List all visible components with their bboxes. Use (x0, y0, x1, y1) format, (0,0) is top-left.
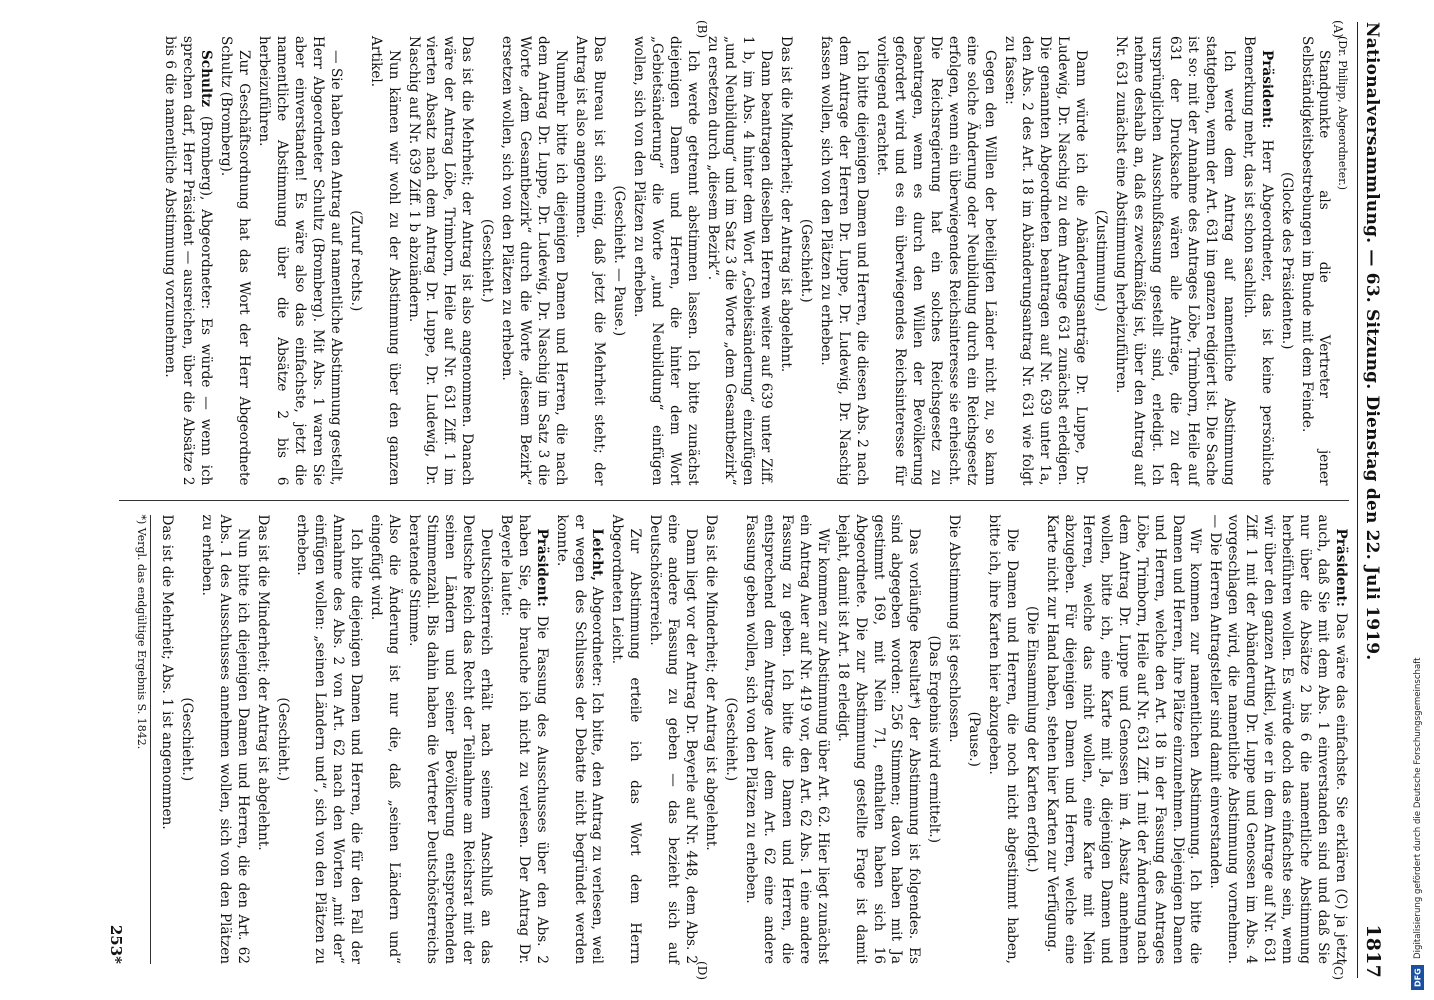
right-column-paragraph: Das ist die Minderheit; der Antrag ist abgelehnt. (254, 514, 271, 851)
left-column-paragraph: Das ist die Mehrheit; der Antrag ist also angenommen. Danach wäre der Antrag Löbe, Trimborn, Heile auf Nr. 631 Ziff. 1 im vierten Absatz nach dem Antrag Dr. Luppe, Dr. Ludewig, Dr. Naschig auf Nr. 639 Ziff. 1 b abzuändern. (405, 36, 476, 486)
left-column-paragraph: Gegen den Willen der beteiligten Länder nicht zu, so kann eine solche Änderung oder Neubildung durch ein Reichsgesetz erfolgen, wenn ein überwiegendes Reichsinteresse sie erheischt. Die Reichsregierung hat ein solches Reichsgesetz zu beantragen, wenn es durch den Willen der Bevölkerung gefordert wird und es ein überwiegendes Reichsinteresse für vorliegend erachtet. (873, 36, 998, 486)
left-column-paragraph: (Glocke des Präsidenten.) (1278, 172, 1295, 350)
left-column-paragraph: Nun kämen wir wohl zu der Abstimmung über den ganzen Artikel. (367, 36, 402, 486)
right-column-paragraph: Präsident: Die Fassung des Ausschusses über den Abs. 2 haben Sie, die brauche ich nicht zu verlesen. Der Antrag Dr. Beyerle lautet: (497, 514, 550, 964)
right-column-paragraph: (Das Ergebnis wird ermittelt.) (926, 635, 943, 844)
speaker-name: Präsident: (533, 528, 550, 607)
column-marker-a: (A) (1331, 20, 1345, 39)
right-column-paragraph: Die Abstimmung ist geschlossen. (946, 514, 963, 743)
right-column-paragraph: Das ist die Mehrheit; Abs. 1 ist angenommen. (158, 514, 175, 830)
right-column-paragraph: Die Damen und Herren, die noch nicht abgestimmt haben, bitte ich, ihre Karten hier abzugeben. (986, 514, 1021, 964)
dfg-logo: DFG (1412, 965, 1425, 990)
speaker-name: Präsident: (1258, 50, 1275, 129)
speaker-name: Schultz (198, 50, 215, 108)
right-column-paragraph: (Pause.) (966, 711, 983, 767)
left-column-paragraph: Ich bitte diejenigen Damen und Herren, die diesen Abs. 2 nach dem Antrage der Herren Dr. Luppe, Dr. Ludewig, Dr. Naschig fassen wollen, sich von den Plätzen zu erheben. (818, 36, 871, 486)
speaker-name: Leicht, (589, 528, 606, 582)
right-column-paragraph: Wir kommen zur namentlichen Abstimmung. Ich bitte die Damen und Herren, ihre Plätze einzunehmen. Diejenigen Damen und Herren, welche den Art. 18 in der Fassung des Antrages Löbe, Trimborn, Heile auf Nr. 631 Ziff. 1 mit der Änderung nach dem Antrag Dr. Luppe und Genossen im 4. Absatz annehmen wollen, bitte ich, eine Karte mit Ja, diejenigen Damen und Herren, welche das nicht wollen, eine Karte mit Nein abzugeben. Für diejenigen Damen und Herren, welche eine Karte nicht zur Hand haben, stehen hier Karten zur Verfügung. (1044, 514, 1204, 964)
column-marker-d: (D) (695, 961, 709, 980)
left-column-paragraph: Das Bureau ist sich einig, daß jetzt die Mehrheit steht; der Antrag ist also angenommen. (572, 36, 607, 486)
left-column-paragraph: Schultz (Bromberg), Abgeordneter: Es würde — wenn ich sprechen darf, Herr Präsident — ausreichen, über die Absätze 2 bis 6 die namentliche Abstimmung vorzunehmen. (162, 36, 215, 486)
digitization-credit-text: Digitalisierung gefördert durch die Deutsche Forschungsgemeinschaft (1413, 657, 1423, 960)
left-column-paragraph: (Zustimmung.) (1093, 209, 1110, 312)
running-header (1357, 22, 1384, 978)
page-number: 1817 (1362, 924, 1384, 978)
left-column-paragraph: Zur Geschäftsordnung hat das Wort der Herr Abgeordnete Schultz (Bromberg). (218, 36, 253, 486)
right-column-paragraph: Nun bitte ich diejenigen Damen und Herren, die den Art. 62 Abs. 1 des Ausschusses annehmen wollen, sich von den Plätzen zu erheben. (198, 514, 251, 964)
left-column-paragraph: — Sie haben den Antrag auf namentliche Abstimmung gestellt, Herr Abgeordneter Schultz (Bromberg). Mit Abs. 1 waren Sie aber einverstanden! Es wäre also das einfachste, jetzt die namentliche Abstimmung über die Absätze 2 bis 6 herbeizuführen. (256, 36, 344, 486)
left-column-paragraph: Ich werde dem Antrag auf namentliche Abstimmung stattgeben, wenn der Art. 631 im ganzen redigiert ist. Die Sache ist so: mit der Annahme des Antrages Löbe, Trimborn, Heile auf 631 der Drucksache wären alle Anträge, die zu der ursprünglichen Ausschußfassung gestellt sind, erledigt. Ich nehme deshalb an, daß es zweckmäßig ist, über den Antrag auf Nr. 631 zunächst eine Abstimmung herbeizuführen. (1113, 36, 1237, 486)
right-column-paragraph: Deutschösterreich erhält nach seinem Anschluß an das Deutsche Reich das Recht der Teilnahme am Reichsrat mit der seinen Ländern und seiner Bevölkerung entsprechenden Stimmenzahl. Bis dahin haben die Vertreter Deutschösterreichs beratende Stimme. (406, 514, 494, 964)
right-column (107, 500, 1349, 980)
left-column-paragraph: (Zuruf rechts.) (347, 210, 364, 312)
signature-mark: 253* (107, 924, 126, 964)
left-column-paragraph: (Geschieht. — Pause.) (610, 185, 627, 337)
right-column-paragraph: (Geschieht.) (723, 697, 740, 782)
left-column-paragraph: Dann würde ich die Abänderungsanträge Dr. Luppe, Dr. Ludewig, Dr. Naschig zu dem Antrage 631 zunächst erledigen. Die genannten Abgeordneten beantragen auf Nr. 639 unter 1a, den Abs. 2 des Art. 18 im Abänderungsantrag Nr. 631 wie folgt zu fassen: (1001, 36, 1090, 486)
right-column-paragraph: (Geschieht.) (178, 697, 195, 782)
left-column-paragraph: (Geschieht.) (798, 218, 815, 303)
right-column-paragraph: Wir kommen zur Abstimmung über Art. 62. Hier liegt zunächst ein Antrag Auer auf Nr. 419 vor, den Art. 62 Abs. 1 eine andere Fassung zu geben. Ich bitte die Damen und Herren, die entsprechend dem Antrage Auer dem Art. 62 eine andere Fassung geben wollen, sich von den Plätzen zu erheben. (743, 514, 831, 964)
left-column-paragraph: Nunmehr bitte ich diejenigen Damen und Herren, die nach dem Antrag Dr. Luppe, Dr. Ludewig, Dr. Naschig im Satz 3 die Worte „dem Gesamtbezirk“ durch die Worte „diesem Bezirk“ ersetzen wollen, sich von den Plätzen zu erheben. (499, 36, 570, 486)
left-column-paragraph: (Geschieht.) (479, 218, 496, 303)
right-column-paragraph: Das ist die Minderheit; der Antrag ist abgelehnt. (703, 514, 720, 851)
right-column-paragraph: Dann liegt vor der Antrag Dr. Beyerle auf Nr. 448, dem Abs. 2 eine andere Fassung zu geben — das bezieht sich auf Deutschösterreich. (647, 514, 700, 964)
digitization-credit (1407, 10, 1429, 990)
right-column-paragraph: Das vorläufige Resultat*) der Abstimmung ist folgendes. Es sind abgegeben worden: 256 Stimmen; davon haben mit Ja gestimmt 169, mit Nein 71, enthalten haben sich 16 Abgeordnete. Die zur Abstimmung gestellte Frage ist damit bejaht, damit ist Art. 18 erledigt. (834, 514, 923, 964)
right-column-paragraph: Also die Änderung ist nur die, daß „seinen Ländern und“ eingefügt wird. (368, 514, 403, 964)
left-column-paragraph: Präsident: Herr Abgeordneter, das ist keine persönliche Bemerkung mehr, das ist schon sachlich. (1240, 36, 1275, 486)
left-column-paragraph: Das ist die Minderheit; der Antrag ist abgelehnt. (778, 36, 795, 373)
left-column-paragraph: Standpunkte als die Vertreter jener Selbständigkeitsbestrebungen im Bunde mit dem Feinde. (1298, 36, 1333, 486)
right-column-paragraph: Zur Abstimmung erteile ich das Wort dem Herrn Abgeordneten Leicht. (609, 514, 644, 964)
column-marker-b: (B) (695, 20, 709, 39)
two-column-body (107, 20, 1349, 980)
footnote: *) Vergl. das endgültige Ergebnis S. 1842. (133, 515, 151, 965)
right-column-paragraph: (Geschieht.) (274, 697, 291, 782)
right-column-paragraph: Präsident: Das wäre das einfachste. Sie erklären (C) ja jetzt auch, daß Sie mit dem Abs. 1 einverstanden sind und daß Sie nur über die Absätze 2 bis 6 die namentliche Abstimmung herbeiführen wollen. Es würde doch das einfachste sein, wenn wir über den ganzen Artikel, wie er in dem Antrage auf Nr. 631 Ziff. 1 mit der Abänderung Dr. Luppe und Genossen im Abs. 4 vorgeschlagen wird, die namentliche Abstimmung vornehmen. — Die Herren Antragsteller sind damit einverstanden. (1207, 514, 1349, 964)
left-column-paragraph: Dann beantragen dieselben Herren weiter auf 639 unter Ziff. 1 b, im Abs. 4 hinter dem Wort „Gebietsänderung“ einzufügen „und Neubildung“ und im Satz 3 die Worte „dem Gesamtbezirk“ zu ersetzen durch „diesem Bezirk“. (704, 36, 775, 486)
left-column-paragraph: (Dr. Philipp, Abgeordneter.) (1336, 36, 1349, 191)
left-column-paragraph: Ich werde getrennt abstimmen lassen. Ich bitte zunächst diejenigen Damen und Herren, die hinter dem Wort „Gebietsänderung“ die Worte „und Neubildung“ einfügen wollen, sich von den Plätzen zu erheben. (630, 36, 701, 486)
speaker-name: Präsident: (1333, 528, 1349, 607)
right-column-paragraph: Ich bitte diejenigen Damen und Herren, die für den Fall der Annahme des Abs. 2 von Art. 62 nach den Worten „mit der“ einfügen wollen: „seinen Ländern und“, sich von den Plätzen zu erheben. (294, 514, 365, 964)
right-column-paragraph: Leicht, Abgeordneter: Ich bitte, den Antrag zu verlesen, weil er wegen des Schlusses der Debatte nicht begründet werden konnte. (553, 514, 606, 964)
left-column (119, 22, 1349, 500)
header-title: Nationalversammlung. — 63. Sitzung. Dienstag den 22. Juli 1919. (1362, 22, 1382, 661)
right-column-paragraph: (Die Einsammlung der Karten erfolgt.) (1024, 606, 1041, 873)
column-marker-c: (C) (1331, 961, 1345, 980)
